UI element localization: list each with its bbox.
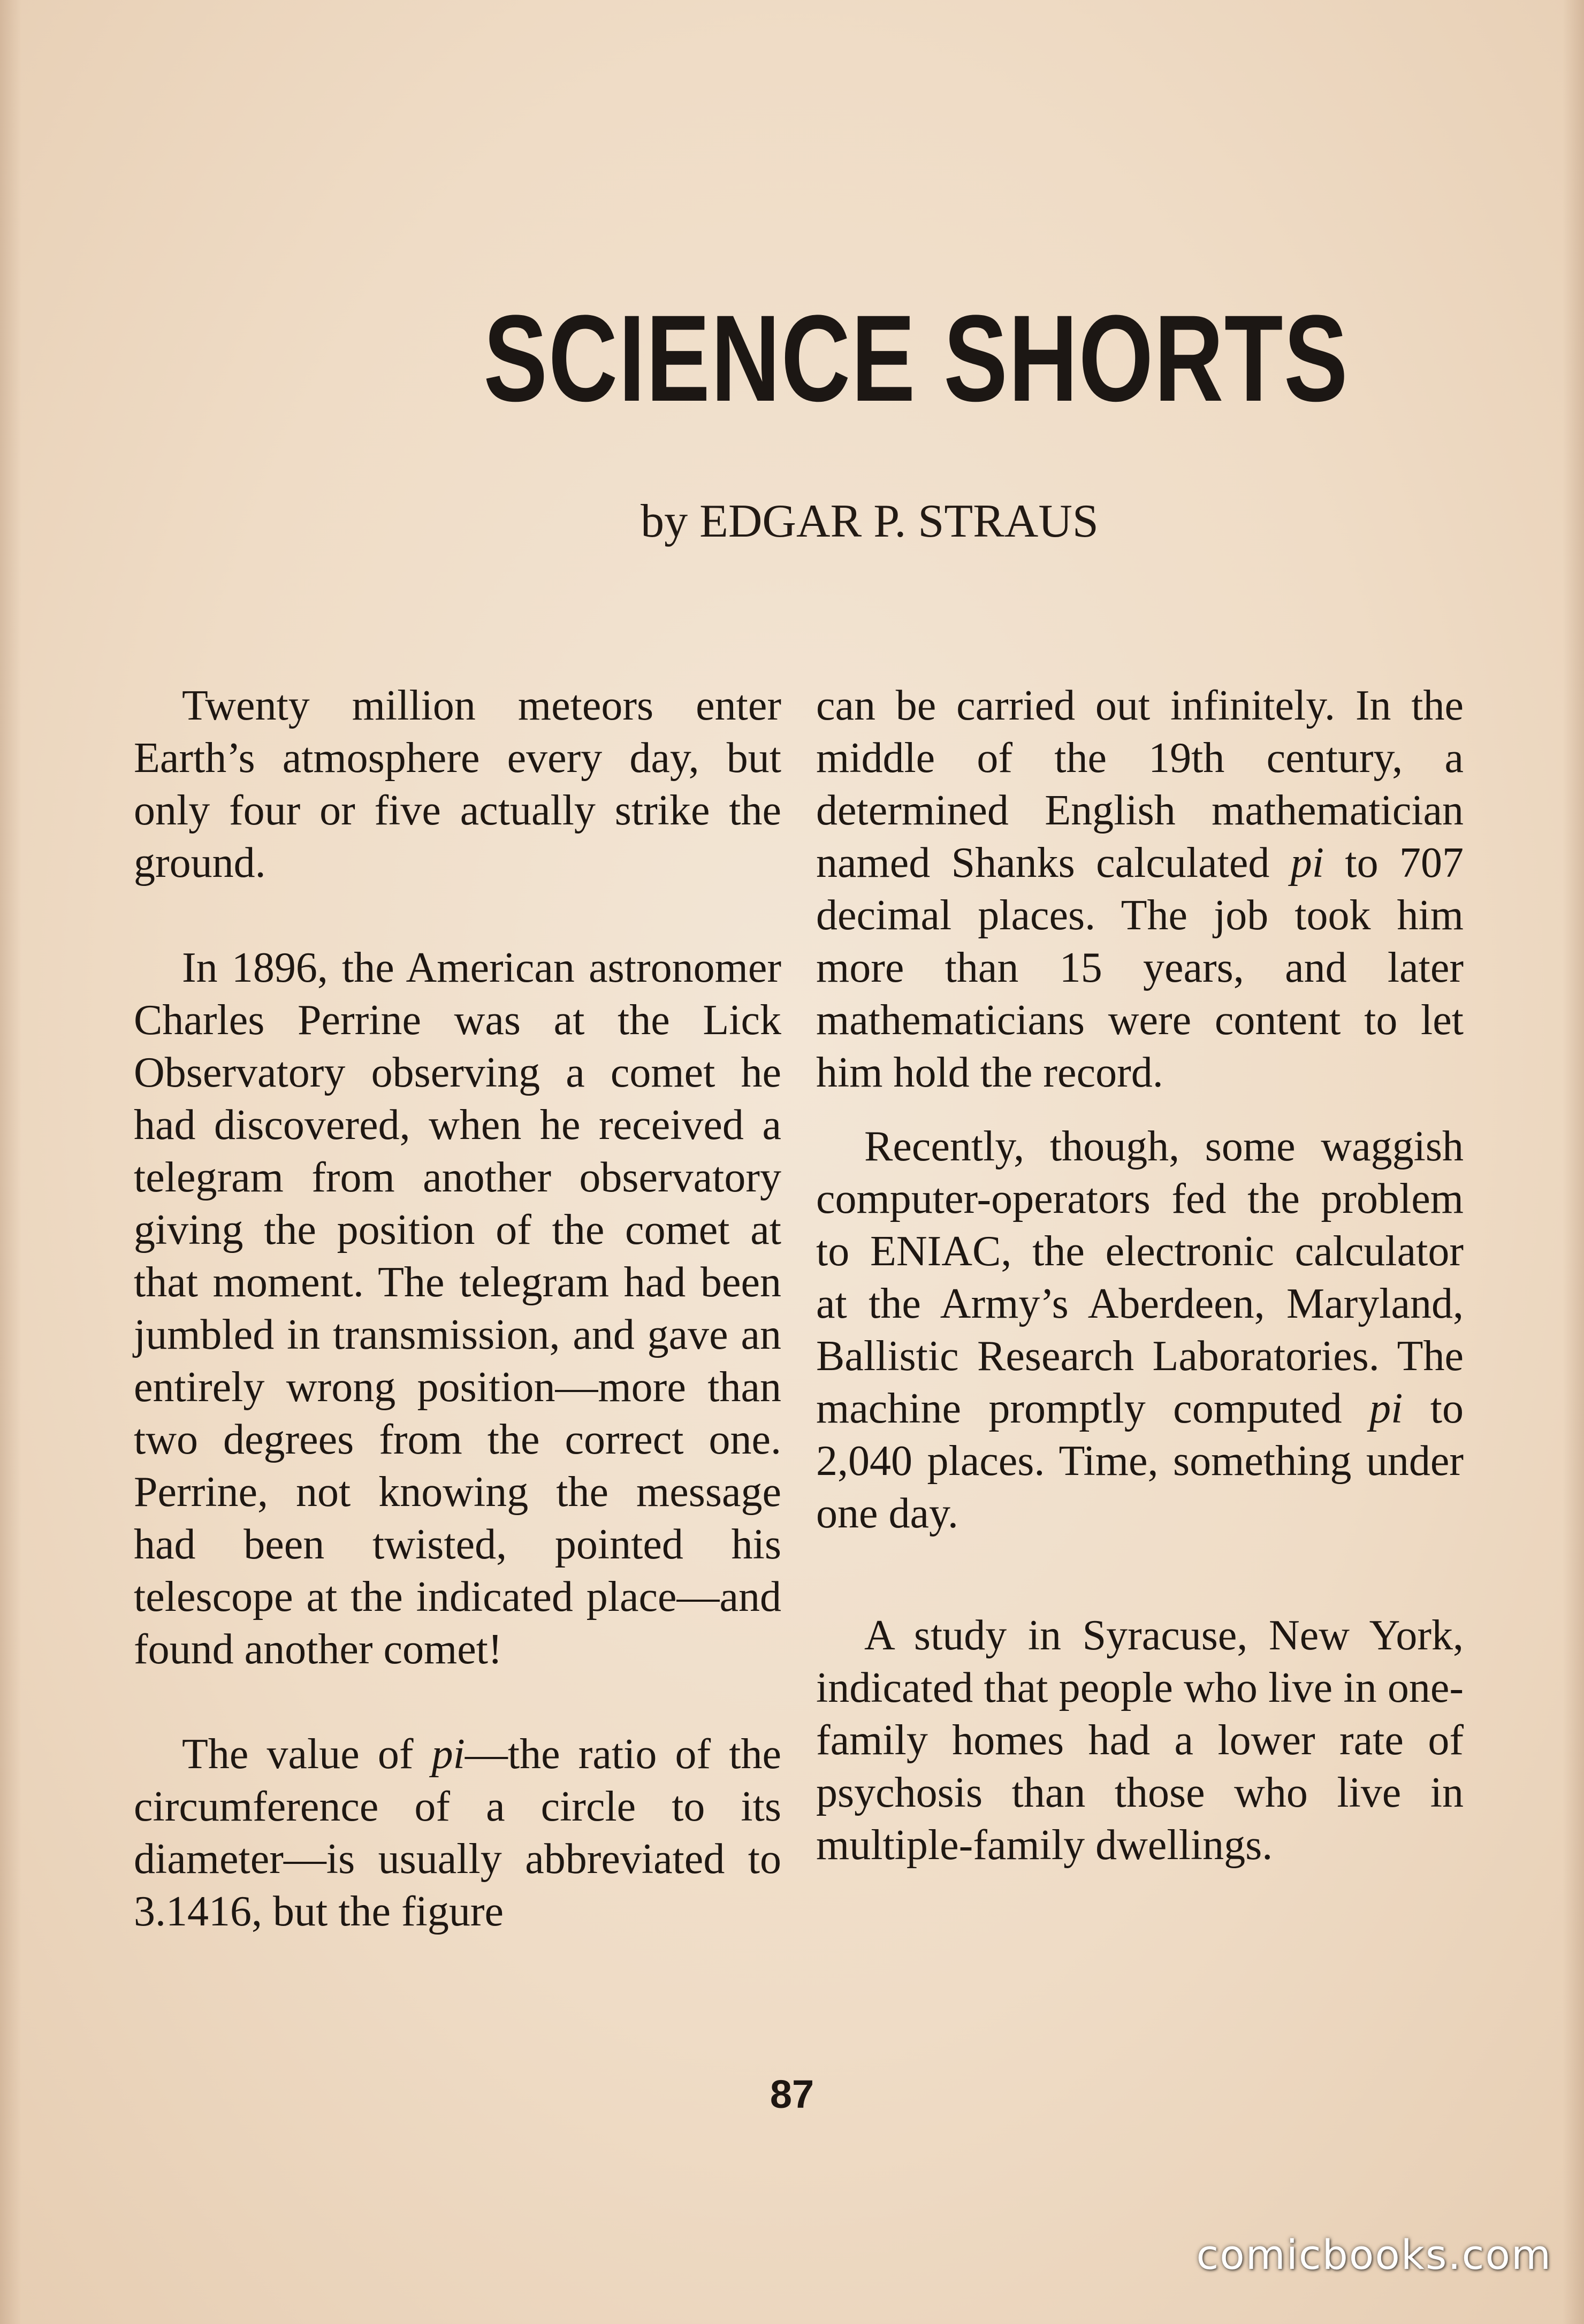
paragraph-meteors: Twenty million meteors enter Earth’s atmosphere every day, but only four or five actually strike the ground. (134, 682, 781, 886)
pi-italic: pi (431, 1731, 465, 1778)
article-title: SCIENCE SHORTS (483, 289, 1349, 427)
page-edge-shadow-right (1563, 0, 1584, 2324)
pi-intro-text-continued: —the ratio of the circumference of a circle to its diameter—is usually abbreviated to 3.1416, but the figure (134, 1731, 781, 1935)
pi-italic: pi (1369, 1385, 1403, 1432)
site-watermark: comicbooks.com (1196, 2231, 1552, 2279)
page-number: 87 (770, 2072, 814, 2116)
eniac-text: Recently, though, some waggish computer-operators fed the problem to ENIAC, the electronic calculator at the Army’s Aberdeen, Maryland, Ballistic Research Laboratories. The machine promptly computed (816, 1123, 1464, 1432)
shanks-text-continued: to 707 decimal places. The job took him more than 15 years, and later mathematicians were content to let him hold the record. (816, 839, 1464, 1096)
pi-italic: pi (1290, 839, 1324, 886)
shanks-text: can be carried out infinitely. In the middle of the 19th century, a determined English mathematician named Shanks calculated (816, 682, 1464, 886)
paragraph-perrine-comet: In 1896, the American astronomer Charles Perrine was at the Lick Observatory observing a comet he had discovered, when he received a telegram from another observatory giving the position of the comet at that moment. The telegram had been jumbled in transmission, and gave an entirely wrong position—more than two degrees from the correct one. Perrine, not knowing the message had been twisted, pointed his telescope at the indicated place—and found another comet! (134, 944, 781, 1673)
paragraph-pi-intro (134, 1728, 781, 1938)
right-column (816, 679, 1464, 1871)
pi-intro-text: The value of (182, 1731, 432, 1778)
left-column (134, 679, 781, 1938)
eniac-text-continued: to 2,040 places. Time, something under one day. (816, 1385, 1464, 1537)
paragraph-eniac (816, 1120, 1464, 1540)
paragraph-shanks (816, 679, 1464, 1099)
page-edge-shadow-left (0, 0, 21, 2324)
article-byline: by EDGAR P. STRAUS (641, 495, 1099, 547)
paragraph-syracuse-study: A study in Syracuse, New York, indicated that people who live in one-family homes had a lower rate of psychosis than those who live in multiple-family dwellings. (816, 1612, 1464, 1869)
